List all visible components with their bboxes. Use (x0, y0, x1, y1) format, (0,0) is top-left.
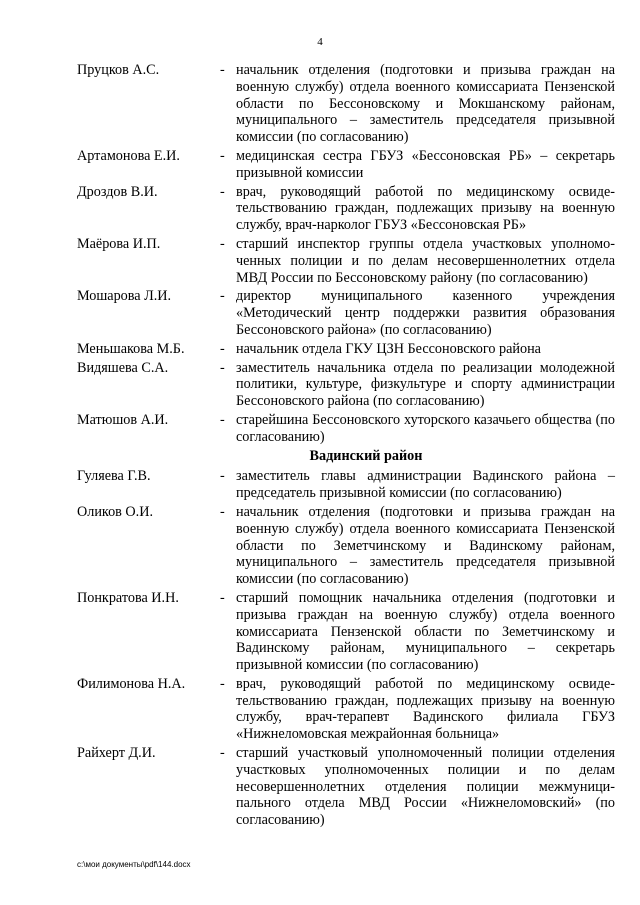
member-name: Видяшева С.А. (77, 359, 169, 376)
member-name: Филимонова Н.А. (77, 675, 186, 692)
member-role: начальник отделения (подготовки и призыва граждан на военную службу) отдела военного комиссариата Пензенской области по Земетчинскому и Вадинскому районам, муниципального – заместитель председателя призывной комиссии (по согласованию) (236, 503, 615, 588)
member-row (77, 184, 615, 234)
member-row (77, 360, 615, 410)
footer-file-path: c:\мои документы\pdf\144.docx (77, 860, 191, 869)
member-name: Райхерт Д.И. (77, 745, 156, 762)
member-dash: - (220, 589, 225, 606)
member-name: Меньшакова М.Б. (77, 340, 185, 357)
vadinsky-members (77, 468, 615, 829)
member-role: старший помощник начальника отделения (подготовки и призыва граждан на военную службу) отдела военного комиссариата Пензенской области по Земетчинскому и Вадинскому районам, муниципального – секретарь призывной комиссии (по согласованию) (236, 589, 615, 674)
member-dash: - (220, 745, 225, 762)
member-row (77, 148, 615, 182)
member-role: заместитель главы администрации Вадинского района – председатель призывной комиссии (по согласованию) (236, 468, 615, 502)
member-role: старший участковый уполномоченный полиции отделения участковых уполномоченных полиции и по делам несовершеннолетних отделения полиции межмуниципального отдела МВД России «Нижнеломовский» (по согласованию) (236, 745, 615, 829)
commission-member-list (77, 62, 615, 831)
member-dash: - (220, 675, 225, 692)
bessonovsky-members (77, 62, 615, 446)
page-number: 4 (317, 36, 323, 48)
member-row (77, 676, 615, 743)
member-dash: - (220, 62, 225, 78)
member-dash: - (220, 288, 225, 305)
member-role: врач, руководящий работой по медицинскому освидетельствованию граждан, подлежащих призыву на военную службу, врач-нарколог ГБУЗ «Бессоновская РБ» (236, 183, 615, 234)
member-name: Мошарова Л.И. (77, 288, 172, 305)
member-row (77, 745, 615, 829)
member-role: старший инспектор группы отдела участковых уполномоченных полиции и по делам несовершеннолетних отдела МВД России по Бессоновскому району (по согласованию) (236, 235, 615, 286)
member-dash: - (220, 468, 225, 485)
member-dash: - (220, 359, 225, 376)
member-name: Гуляева Г.В. (77, 468, 151, 485)
member-dash: - (220, 235, 225, 252)
member-row (77, 412, 615, 446)
member-row (77, 468, 615, 502)
member-role: начальник отдела ГКУ ЦЗН Бессоновского района (236, 340, 541, 357)
member-row (77, 590, 615, 674)
member-role: директор муниципального казенного учреждения «Методический центр поддержки развития образования Бессоновского района» (по согласованию) (236, 288, 615, 338)
member-dash: - (220, 340, 225, 357)
member-name: Матюшов А.И. (77, 411, 169, 428)
member-name: Понкратова И.Н. (77, 589, 179, 606)
member-role: врач, руководящий работой по медицинскому освидетельствованию граждан, подлежащих призыву на военную службу, врач-терапевт Вадинского филиала ГБУЗ «Нижнеломовская межрайонная больница» (236, 675, 615, 743)
member-role: старейшина Бессоновского хуторского казачьего общества (по согласованию) (236, 411, 615, 445)
member-row (77, 341, 615, 358)
member-role: заместитель начальника отдела по реализации молодежной политики, культуре, физкультуре и спорту администрации Бессоновского района (по согласованию) (236, 359, 615, 410)
member-role: начальник отделения (подготовки и призыва граждан на военную службу) отдела военного комиссариата Пензенской области по Бессоновскому и Мокшанскому районам, муниципального – заместитель председателя призывной комиссии (по согласованию) (236, 62, 615, 146)
member-dash: - (220, 147, 225, 164)
member-row (77, 62, 615, 146)
member-dash: - (220, 411, 225, 428)
member-row (77, 288, 615, 338)
member-name: Пруцков А.С. (77, 62, 160, 78)
member-name: Дроздов В.И. (77, 183, 158, 200)
member-name: Оликов О.И. (77, 503, 154, 520)
member-row (77, 504, 615, 588)
member-role: медицинская сестра ГБУЗ «Бессоновская РБ» – секретарь призывной комиссии (236, 147, 615, 181)
member-dash: - (220, 183, 225, 200)
member-name: Маёрова И.П. (77, 235, 161, 252)
member-dash: - (220, 503, 225, 520)
member-row (77, 236, 615, 286)
member-name: Артамонова Е.И. (77, 147, 180, 164)
section-heading-vadinsky: Вадинский район (309, 447, 423, 464)
